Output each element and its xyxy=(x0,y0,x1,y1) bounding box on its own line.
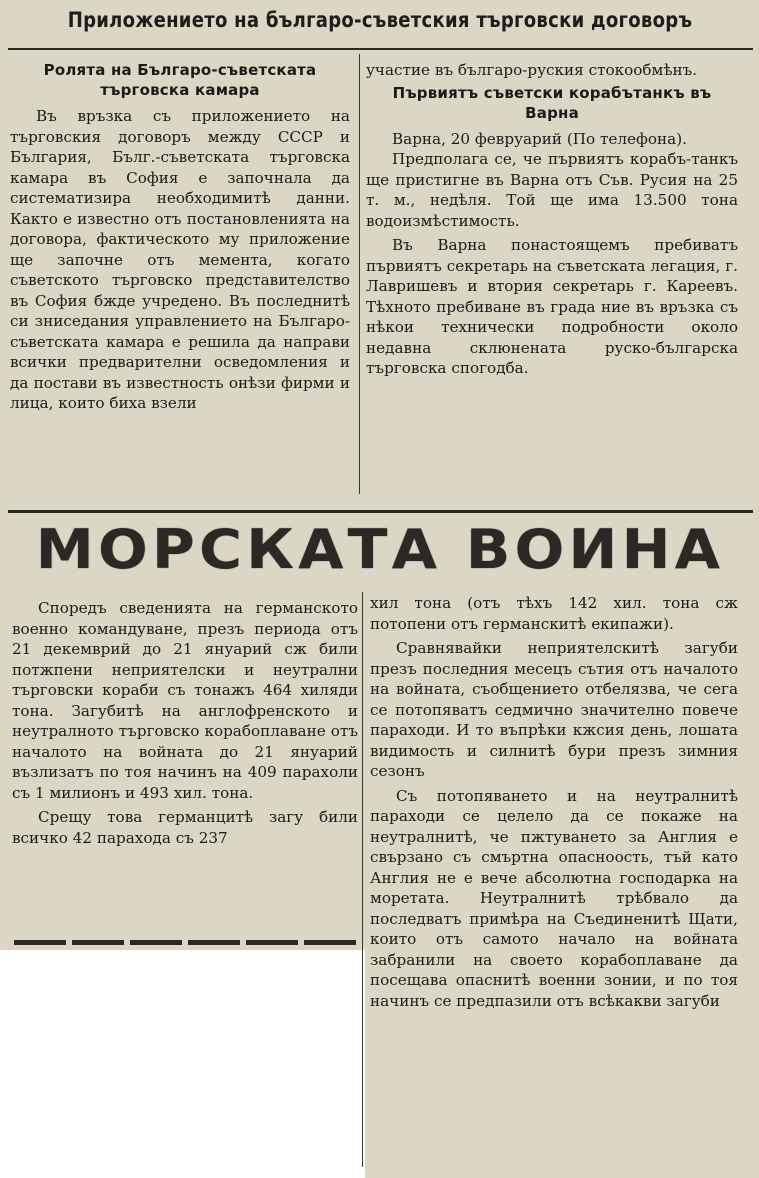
column-divider xyxy=(359,54,360,494)
article2-right-column xyxy=(370,593,738,1011)
article-end-rule xyxy=(14,940,359,945)
article1-left-column xyxy=(10,60,350,414)
article1-dateline: Варна, 20 февруарий (По телефона). xyxy=(392,129,687,148)
article1-left-subheading: Ролята на Българо-съветската търговска камара xyxy=(43,61,317,99)
article1-right-subheading: Първиятъ съветски корабътанкъ въ Варна xyxy=(392,83,712,122)
article2-left-paragraph-2: Срещу това германцитѣ загу били всичко 42 парахода съ 237 xyxy=(12,808,358,847)
article1-left-paragraph: Въ връзка съ приложението на търговския договоръ между СССР и България, Бълг.-съветската търговска камара въ София е започнала да систематизира необходимитѣ данни. Както е известно отъ постановленията на договора, фактическото му приложение ще започне отъ мемента, когато съветското търговско представителство въ София бжде учредено. Въ последнитѣ си зниседания управлението на Българо-съветската камара е решила да направи всички предварителни осведомления и да постави въ известность онѣзи фирми и лица, които биха взели xyxy=(10,107,350,412)
article1-headline: Приложението на българо-съветския търговски договоръ xyxy=(67,8,693,32)
article2-left-paragraph-1: Споредъ сведенията на германското военно командуване, презъ периода отъ 21 декемврий до 21 януарий сж били потжпени неприятелски и неутрални търговски кораби съ тонажъ 464 хиляди тона. Загубитѣ на англофренското и неутралното търговско корабоплаване отъ началото на войната до 21 януарий възлизатъ по тоя начинъ на 409 парахоли съ 1 милионъ и 493 хил. тона. xyxy=(12,599,358,802)
article1-right-column xyxy=(366,60,738,379)
article2-left-column xyxy=(12,598,358,848)
article1-right-paragraph-2: Въ Варна понастоящемъ пребиватъ първиятъ секретарь на съветската легация, г. Лавришевъ и втория секретарь г. Кареевъ. Тѣхното пребиване въ града ние въ връзка съ нѣкои технически подробности около недавна склюнената руско-българска търговска спогодба. xyxy=(366,236,738,377)
article1-right-paragraph-1: Предполага се, че първиятъ корабъ-танкъ ще пристигне въ Варна отъ Съв. Русия на 25 т. м., недѣля. Той ще има 13.500 тона водоизмѣстимость. xyxy=(366,150,738,230)
article2-right-continuation: хил тона (отъ тѣхъ 142 хил. тона сж потопени отъ германскитѣ екипажи). xyxy=(370,594,738,633)
headline-rule xyxy=(8,48,753,50)
article1-right-continuation: участие въ българо-руския стокообмѣнъ. xyxy=(366,61,698,79)
article2-right-paragraph-2: Съ потопяването и на неутралнитѣ параходи се целело да се покаже на неутралнитѣ, че пжтуването за Англия е свързано съ смъртна опасноость, тъй като Англия не е вече абсолютна господарка на моретата. Неутралнитѣ трѣбвало да последватъ примѣра на Съединенитѣ Щати, които отъ самото начало на войната забранили на своето корабоплаване да посещава опаснитѣ военни зонии, и по тоя начинъ се предпазили отъ всѣкакви загуби xyxy=(370,786,738,1010)
section-rule xyxy=(8,510,753,513)
article2-headline: МОРСКАТА ВОИНА xyxy=(35,518,725,581)
column-divider-bottom xyxy=(362,592,363,1167)
article2-right-paragraph-1: Сравнявайки неприятелскитѣ загуби презъ последния месецъ сътия отъ началото на войната, съобщението отбелязва, че сега се потопяватъ седмично значително повече параходи. И то въпрѣки кжсия день, лошата видимость и силнитѣ бури презъ зимния сезонъ xyxy=(370,639,738,780)
